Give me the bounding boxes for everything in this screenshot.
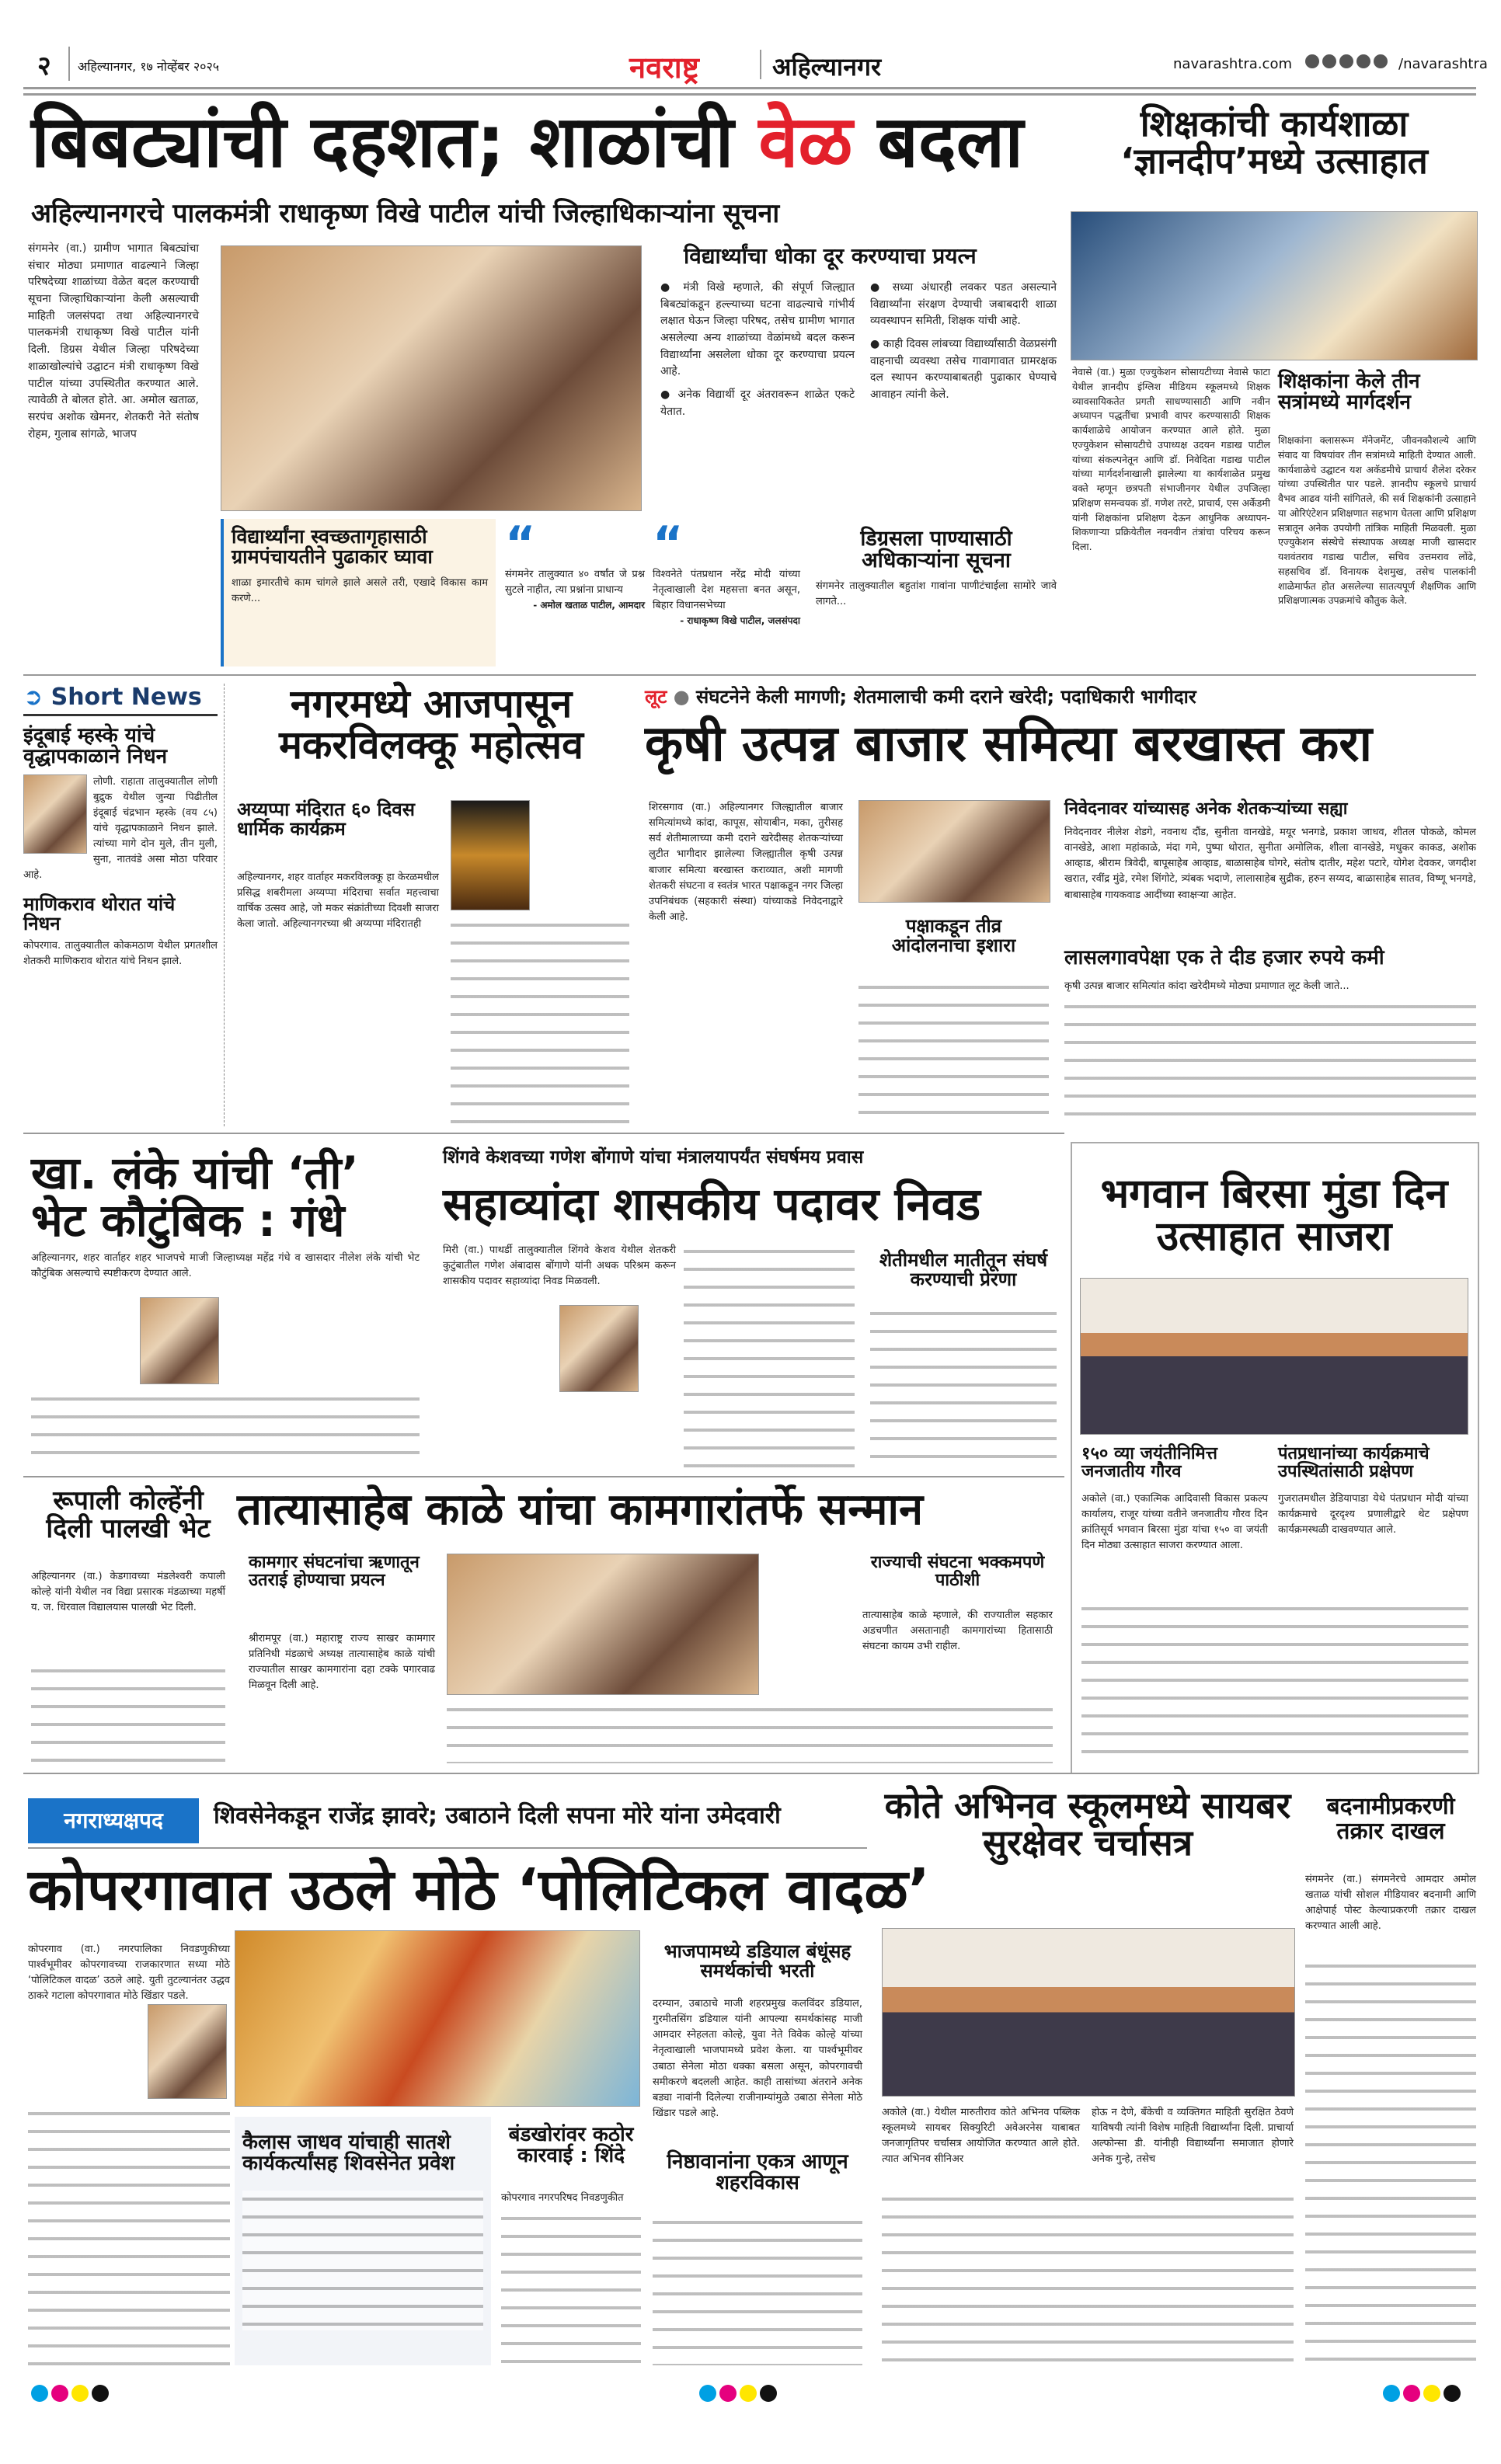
ayyappa-photo	[451, 800, 530, 910]
workshop-body: नेवासे (वा.) मुळा एज्युकेशन सोसायटीच्या नेवासे फाटा येथील ज्ञानदीप इंग्लिश मीडियम स्कूलमध्ये शिक्षक व्यावसायिकतेत प्रगती साधण्यासाठी आणि नवीन अध्यापन पद्धतींचा प्रभावी वापर करण्यासाठी शिक्षक कार्यशाळेचे आयोजन करण्यात आले होते. मुळा एज्युकेशन सोसायटीचे उपाध्यक्ष उदयन गडाख पाटील यांच्या संकल्पनेतून आणि डॉ. निवेदिता गडाख पाटील यांच्या मार्गदर्शनाखाली झालेल्या या कार्यशाळेत प्रमुख वक्ते म्हणून छत्रपती संभाजीनगर येथील उपजिल्हा प्रशिक्षण समन्वयक डॉ. गणेश तरटे, प्राचार्य, एस अर्केडमी यांनी शिक्षकांना प्रशिक्षण देऊन आधुनिक अध्यापन-शिकणाऱ्या प्रक्रियेतील नवनवीन तंत्रांचा परिचय करून दिला.	[1072, 366, 1270, 552]
khasdar-headline: खा. लंके यांची ‘ती’ भेट कौटुंबिक : गंधे	[31, 1147, 359, 1247]
makar-headline: नगरमध्ये आजपासून मकरविलक्कू महोत्सव	[279, 681, 583, 767]
birsa-subhead-2: पंतप्रधानांच्या कार्यक्रमाचे उपस्थितांसाठी प्रक्षेपण	[1278, 1444, 1430, 1482]
quote-icon: “	[653, 517, 684, 571]
tatya-body: श्रीरामपूर (वा.) महाराष्ट्र राज्य साखर कामगार प्रतिनिधी मंडळाचे अध्यक्ष तात्यासाहेब काळे यांची राज्यातील साखर कामगारांना दहा टक्के पगारवाढ मिळवून दिली आहे.	[249, 1633, 435, 1692]
tatya-subhead-2: राज्याची संघटना भक्कमपणे पाठीशी	[870, 1553, 1045, 1591]
brand-logo: नवराष्ट्र	[629, 50, 699, 85]
birsa-body-2: गुजरातमधील डेडियापाडा येथे पंतप्रधान मोदी यांच्या कार्यक्रमाचे दूरदृश्य प्रणालीद्वारे थेट प्रक्षेपण कार्यक्रमस्थळी दाखवण्यात आले.	[1278, 1493, 1468, 1537]
lead-body: संगमनेर (वा.) ग्रामीण भागात बिबट्यांचा संचार मोठ्या प्रमाणात वाढल्याने जिल्हा परिषदेच्या शाळांच्या वेळेत बदल करण्याची सूचना जिल्हाधिकाऱ्यांना केली असल्याची माहिती जलसंपदा तथा अहिल्यानगरचे पालकमंत्री राधाकृष्ण विखे पाटील यांनी दिली. डिग्रस येथील जिल्हा परिषदेच्या शाळाखोल्यांचे उद्घाटन मंत्री राधाकृष्ण विखे पाटील यांच्या उपस्थितीत करण्यात आले. त्यावेळी ते बोलत होते. आ. अमोल खताळ, सरपंच अशोक खेमनर, शेतकरी नेते संतोष रोहम, गुलाब सांगळे, भाजप	[28, 242, 199, 440]
linkedin-icon[interactable]	[1374, 54, 1388, 68]
birsa-body: अकोले (वा.) एकात्मिक आदिवासी विकास प्रकल्प कार्यालय, राजूर यांच्या वतीने जनजातीय गौरव दिन क्रांतिसूर्य भगवान बिरसा मुंडा यांचा १५० वा जयंती दिन मोठ्या उत्साहात साजरा करण्यात आला.	[1081, 1493, 1268, 1552]
badnami-headline: बदनामीप्रकरणी तक्रार दाखल	[1326, 1793, 1455, 1845]
kote-body: अकोले (वा.) येथील मारुतीराव कोते अभिनव पब्लिक स्कूलमध्ये सायबर सिक्युरिटी अवेअरनेस याबाबत जनजागृतिपर चर्चासत्र आयोजित करण्यात आले होते. त्यात अभिनव सीनिअर	[882, 2107, 1080, 2166]
sahavya-body: मिरी (वा.) पाथर्डी तालुक्यातील शिंगवे केशव येथील शेतकरी कुटुंबातील गणेश अंबादास बोंगाणे यांनी अथक परिश्रम करून शासकीय पदावर सहाव्यांदा निवड मिळवली.	[443, 1244, 676, 1288]
krushi-signers: निवेदनावर नीलेश शेडगे, नवनाथ दौंड, सुनीता वानखेडे, मयूर भनगडे, प्रकाश जाधव, शीतल पोकळे, कोमल वानखेडे, आशा महांकाळे, मंदा गमे, पुष्पा थोरात, सुनीता अमोलिक, शीला वानखेडे, मधुकर काकड, अशोक आव्हाड, श्रीराम त्रिवेदी, बापूसाहेब आव्हाड, बाळासाहेब घोगरे, संतोष दातीर, महेश पटारे, योगेश देवकर, जगदीश खरात, रवींद्र मुंढे, रमेश शिंगोटे, त्र्यंबक भदाणे, लालासाहेब सुद्रीक, हरुन सय्यद, बाळासाहेब सातव, विष्णू भनगडे, बाबासाहेब गायकवाड आदींच्या स्वाक्षऱ्या आहेत.	[1064, 827, 1476, 901]
masthead	[23, 47, 1488, 85]
kopargaon-headline: कोपरगावात उठले मोठे ‘पोलिटिकल वादळ’	[28, 1857, 930, 1923]
masthead-rule	[23, 87, 1476, 89]
tatya-photo	[447, 1554, 759, 1695]
khasdar-photo	[140, 1297, 219, 1384]
kote-photo	[882, 1928, 1295, 2097]
birsa-headline: भगवान बिरसा मुंडा दिन उत्साहात साजरा	[1100, 1171, 1448, 1260]
instagram-icon[interactable]	[1322, 54, 1336, 68]
makar-subhead: अय्यप्पा मंदिरात ६० दिवस धार्मिक कार्यक्रम	[237, 799, 415, 840]
badnami-body: संगमनेर (वा.) संगमनेरचे आमदार अमोल खताळ यांची सोशल मीडियावर बदनामी आणि आक्षेपार्ह पोस्ट केल्याप्रकरणी तक्रार दाखल करण्यात आली आहे.	[1305, 1874, 1476, 1933]
kopargaon-sub1-body: दरम्यान, उबाठाचे माजी शहरप्रमुख कलविंदर डडियाल, गुरमीतसिंग डडियाल यांनी आपल्या समर्थकांसह माजी आमदार स्नेहलता कोल्हे, युवा नेते विवेक कोल्हे यांच्या नेतृत्वाखाली भाजपामध्ये प्रवेश केला. या पार्श्वभूमीवर उबाठा सेनेला मोठा धक्का बसला असून, कोपरगावची समीकरणे बदलली आहेत. काही तासांच्या अंतराने अनेक बड्या नावांनी दिलेल्या राजीनाम्यांमुळे उबाठा सेनेला मोठे खिंडार पडले आहे.	[653, 1998, 862, 2119]
black-dot	[92, 2385, 109, 2402]
lead-quote-1: “ संगमनेर तालुक्यात ४० वर्षांत जे प्रश्न सुटले नाहीत, त्या प्रश्नांना प्राधान्य - अमोल खताळ पाटील, आमदार	[505, 517, 645, 611]
krushi-subhead-2: लासलगावपेक्षा एक ते दीड हजार रुपये कमी	[1064, 946, 1384, 969]
birsa-photo	[1080, 1278, 1468, 1435]
kopargaon-sidebox: कैलास जाधव यांचाही सातशे कार्यकर्त्यांसह शिवसेनेत प्रवेश	[235, 2117, 491, 2365]
rupali-headline: रूपाली कोल्हेंनी दिली पालखी भेट	[46, 1485, 211, 1544]
candidate-photo	[148, 2004, 227, 2099]
kote-headline: कोते अभिनव स्कूलमध्ये सायबर सुरक्षेवर चर्चासत्र	[884, 1784, 1291, 1864]
obituary-photo	[23, 774, 87, 854]
sahavya-subhead: शेतीमधील मातीतून संघर्ष करण्याची प्रेरणा	[879, 1249, 1048, 1291]
krushi-body-2: कृषी उत्पन्न बाजार समित्यांत कांदा खरेदीमध्ये मोठ्या प्रमाणात लूट केली जाते...	[1064, 980, 1350, 992]
lead-photo	[221, 245, 642, 511]
yellow-dot	[71, 2385, 89, 2402]
rupali-body: अहिल्यानगर (वा.) केडगावच्या मंडलेश्वरी कपाली कोल्हे यांनी येथील नव विद्या प्रसारक मंडळाच्या महर्षी य. ज. धिरवाल विद्यालयास पालखी भेट दिली.	[31, 1571, 225, 1614]
kopargaon-photo	[235, 1930, 640, 2107]
lead-sidebox-2: डिग्रसला पाण्यासाठी अधिकाऱ्यांना सूचना संगमनेर तालुक्यातील बहुतांश गावांना पाणीटंचाईला सामोरे जावे लागते...	[816, 527, 1057, 607]
krushi-headline: कृषी उत्पन्न बाजार समित्या बरखास्त करा	[645, 715, 1373, 773]
lead-quote-2: “ विश्वनेते पंतप्रधान नरेंद्र मोदी यांच्या नेतृत्वाखाली देश महसत्ता बनत असून, बिहार विधानसभेच्या - राधाकृष्ण विखे पाटील, जलसंपदा	[653, 517, 800, 627]
lead-subhead: अहिल्यानगरचे पालकमंत्री राधाकृष्ण विखे पाटील यांची जिल्हाधिकाऱ्यांना सूचना	[31, 198, 780, 229]
website[interactable]: navarashtra.com	[1173, 56, 1292, 72]
kopargaon-kicker: शिवसेनेकडून राजेंद्र झावरे; उबाठाने दिली सपना मोरे यांना उमेदवारी	[214, 1802, 781, 1829]
sahavya-kicker: शिंगवे केशवच्या गणेश बोंगाणे यांचा मंत्रालयापर्यंत संघर्षमय प्रवास	[443, 1147, 864, 1168]
krushi-signers-title: निवेदनावर यांच्यासह अनेक शेतकऱ्यांच्या सह्या	[1064, 799, 1348, 819]
page-number: २	[37, 50, 51, 82]
sahavya-headline: सहाव्यांदा शासकीय पदावर निवड	[443, 1178, 981, 1230]
birsa-subhead-1: १५० व्या जयंतीनिमित्त जनजातीय गौरव	[1081, 1444, 1217, 1482]
makar-body: अहिल्यानगर, शहर वार्ताहर मकरविलक्कू हा केरळमधील प्रसिद्ध शबरीमला अय्यप्पा मंदिराचा सर्वात महत्त्वाचा वार्षिक उत्सव आहे, जो मकर संक्रांतीच्या दिवशी साजरा केला जातो. अहिल्यानगरच्या श्री अय्यप्पा मंदिरातही	[237, 872, 439, 931]
lead-bullets-left: ● मंत्री विखे म्हणाले, की संपूर्ण जिल्ह्यात बिबट्यांकडून हल्ल्याच्या घटना वाढल्याचे गांभीर्य लक्षात घेऊन जिल्हा परिषद, तसेच ग्रामीण भागात असलेल्या अन्य शाळांच्या वेळांमध्ये बदल करून विद्यार्थ्यांना असलेला धोका दूर करण्याचा प्रयत्न आहे. ● अनेक विद्यार्थी दूर अंतरावरून शाळेत एकटे येतात.	[660, 281, 855, 418]
lead-sidebox-1: विद्यार्थ्यांना स्वच्छतागृहासाठी ग्रामपंचायतीने पुढाकार घ्यावा शाळा इमारतीचे काम चांगले झाले असले तरी, एखादे विकास काम करणे...	[221, 519, 496, 666]
short-news-label: ➲ Short News	[23, 684, 218, 716]
tatya-subhead-1: कामगार संघटनांचा ऋणातून उतराई होण्याचा प्रयत्न	[249, 1553, 420, 1591]
krushi-photo	[858, 800, 1050, 903]
x-icon[interactable]	[1339, 54, 1353, 68]
kote-body-2: होऊ न देणे, बँकेची व व्यक्तिगत माहिती सुरक्षित ठेवणे याविषयी त्यांनी विशेष माहिती विद्यार्थ्यांना दिली. प्राचार्या अल्फोन्सा डी. यांनीही विद्यार्थ्यांना समाजात होणारे अनेक गुन्हे, तसेच	[1092, 2107, 1294, 2166]
quote-icon: “	[505, 517, 536, 571]
edition-name: अहिल्यानगर	[772, 52, 882, 82]
lead-bullets-right: ● सध्या अंधारही लवकर पडत असल्याने विद्यार्थ्यांना संरक्षण देण्याची जबाबदारी शाळा व्यवस्थापन समिती, शिक्षक यांची आहे. ● काही दिवस लांबच्या विद्यार्थ्यांसाठी वेळप्रसंगी वाहनाची व्यवस्था तसेच गावागावात ग्रामरक्षक दल स्थापन करण्याबाबतही पुढाकार घेण्याचे आवाहन त्यांनी केले.	[870, 281, 1057, 402]
khasdar-body: अहिल्यानगर, शहर वार्ताहर शहर भाजपचे माजी जिल्हाध्यक्ष महेंद्र गंधे व खासदार नीलेश लंके यांची भेट कौटुंबिक असल्याचे स्पष्टीकरण देण्यात आले.	[31, 1252, 420, 1280]
youtube-icon[interactable]	[1356, 54, 1370, 68]
krushi-body: शिरसगाव (वा.) अहिल्यानगर जिल्ह्यातील बाजार समित्यांमध्ये कांदा, कापूस, सोयाबीन, मका, तुरीसह सर्व शेतीमालाच्या कमी दराने खरेदीसह शेतकऱ्यांच्या लुटीत भागीदार झालेल्या जिल्ह्यातील कृषी उत्पन्न बाजार समित्या बरखास्त कराव्यात, अशी मागणी शेतकरी संघटना व स्वतंत्र भारत पक्षाकडून नगर जिल्हा उपनिबंधक (सहकारी संस्था) यांच्याकडे निवेदनाद्वारे केली आहे.	[649, 802, 843, 923]
kopargaon-sub3-body: कोपरगाव नगरपरिषद निवडणुकीत	[501, 2192, 624, 2204]
dateline: अहिल्यानगर, १७ नोव्हेंबर २०२५	[78, 59, 220, 74]
lead-headline: बिबट्यांची दहशत; शाळांची वेळ बदला	[31, 100, 1024, 183]
kopargaon-subhead-1: भाजपामध्ये डडियाल बंधूंसह समर्थकांची भरती	[663, 1940, 851, 1982]
social-handle[interactable]: /navarashtra	[1398, 56, 1488, 72]
lead-box-title: विद्यार्थ्यांचा धोका दूर करण्याचा प्रयत्न	[684, 243, 977, 269]
workshop-subhead: शिक्षकांना केले तीन सत्रांमध्ये मार्गदर्शन	[1278, 370, 1420, 415]
registration-marks-left	[31, 2385, 112, 2405]
kopargaon-subhead-4: निष्ठावानांना एकत्र आणून शहरविकास	[667, 2150, 848, 2195]
cyan-dot	[31, 2385, 48, 2402]
facebook-icon[interactable]	[1305, 54, 1319, 68]
kopargaon-subhead-3: बंडखोरांवर कठोर कारवाई : शिंदे	[508, 2123, 634, 2168]
social-icons	[1305, 54, 1391, 72]
tatya-headline: तात्यासाहेब काळे यांचा कामगारांतर्फे सन्मान	[237, 1484, 924, 1535]
workshop-photo	[1071, 211, 1478, 360]
kopargaon-body: कोपरगाव (वा.) नगरपालिका निवडणुकीच्या पार्श्वभूमीवर कोपरगावच्या राजकारणात सध्या मोठे ‘पोलिटिकल वादळ’ उठले आहे. युती तुटल्यानंतर उद्धव ठाकरे गटाला कोपरगावात मोठे खिंडार पडले.	[28, 1944, 230, 2003]
sahavya-photo	[559, 1305, 639, 1392]
section-tag: नगराध्यक्षपद	[28, 1798, 199, 1843]
krushi-photo-subhead: पक्षाकडून तीव्र आंदोलनाचा इशारा	[891, 915, 1016, 957]
registration-marks-center	[699, 2385, 780, 2405]
arrow-icon: ➲	[23, 684, 44, 711]
tatya-body-2: तात्यासाहेब काळे म्हणाले, की राज्यातील सहकार अडचणीत असतानाही कामगारांच्या हितासाठी संघटना कायम उभी राहील.	[862, 1610, 1053, 1653]
workshop-body-2: शिक्षकांना क्लासरूम मॅनेजमेंट, जीवनकौशल्ये आणि संवाद या विषयांवर तीन सत्रांमध्ये माहिती देण्यात आली. कार्यशाळेचे उद्घाटन यश अकॅडमीचे प्राचार्य शैलेश दरेकर यांच्या उपस्थितीत पार पडले. ज्ञानदीप स्कूलचे प्राचार्य वैभव आढव यांनी सांगितले, की सर्व शिक्षकांनी उत्साहाने या ओरिएंटेशन प्रशिक्षणात सहभाग घेतला आणि प्रशिक्षण सत्रातून अनेक उपयोगी तांत्रिक माहिती मिळवली. मुळा एज्युकेशन संस्थेचे संस्थापक अध्यक्ष माजी खासदार यशवंतराव गडाख पाटील, सचिव उत्तमराव लोंढे, सहसचिव डॉ. विनायक देशमुख, तसेच पालकांनी शाळेमार्फत होत असलेल्या सातत्यपूर्ण शैक्षणिक आणि प्रशिक्षणात्मक उपक्रमांचे कौतुक केले.	[1278, 434, 1476, 607]
magenta-dot	[51, 2385, 68, 2402]
krushi-kicker: लूट ● संघटनेने केली मागणी; शेतमालाची कमी दराने खरेदी; पदाधिकारी भागीदार	[645, 686, 1196, 708]
registration-marks-right	[1383, 2385, 1464, 2405]
workshop-headline: शिक्षकांची कार्यशाळा ‘ज्ञानदीप’मध्ये उत्साहात	[1120, 103, 1428, 183]
short-news-column: ➲ Short News इंदूबाई म्हस्के यांचे वृद्धापकाळाने निधन लोणी. राहाता तालुक्यातील लोणी बुद्रुक येथील जुन्या पिढीतील इंदूबाई चंद्रभान म्हस्के (वय ८५) यांचे वृद्धापकाळाने निधन झाले. त्यांच्या मागे दोन मुले, तीन मुली, सुना, नातवंडे असा मोठा परिवार आहे. माणिकराव थोरात यांचे निधन कोपरगाव. तालुक्यातील कोकमठाण येथील प्रगतशील शेतकरी माणिकराव थोरात यांचे निधन झाले.	[23, 684, 218, 968]
